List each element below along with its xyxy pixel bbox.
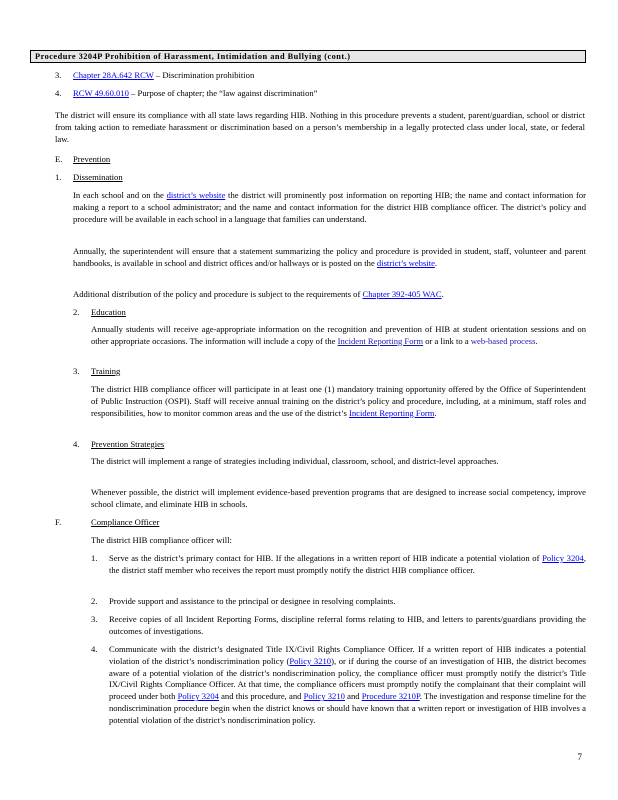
policy-3204-link[interactable]: Policy 3204 <box>177 691 219 702</box>
web-process-link[interactable]: web-based process <box>470 335 536 346</box>
policy-3210-link[interactable]: Policy 3210 <box>303 691 345 702</box>
dissemination-paragraph: Additional distribution of the policy and procedure is subject to the requirements of Chapter 392-405 WAC. <box>73 289 444 299</box>
compliance-item: Serve as the district’s primary contact for HIB. If the allegations in a written report of HIB indicate a potential violation of Policy 3204, the district staff member who receives the report must promptly notify the district HIB compliance officer. <box>109 553 586 575</box>
subsection-number: 4. <box>73 439 80 449</box>
section-title: Compliance Officer <box>91 517 160 527</box>
compliance-item: Communicate with the district’s designated Title IX/Civil Rights Compliance Officer. If a written report of HIB indicates a potential violation of the district’s nondiscrimination policy (Policy 3210), or if during the course of an investigation of HIB, the district becomes aware of a potential violation of the district’s nondiscrimination policy, the compliance officer must promptly notify the district’s Title IX/Civil Rights Compliance Officer. At that time, the compliance officers must promptly notify the complainant that their complaint will proceed under both Policy 3204 and this procedure, and Policy 3210 and Procedure 3210P. The investigation and response timeline for the nondiscrimination procedure begin when the district knows or should have known that a written report or investigation of HIB involves a potential violation of the district’s nondiscrimination policy. <box>109 644 586 725</box>
page-number: 7 <box>577 752 582 762</box>
compliance-item: Receive copies of all Incident Reporting Forms, discipline referral forms relating to HIB, and letters to parents/guardians providing the outcomes of investigations. <box>109 614 586 636</box>
dissemination-paragraph: In each school and on the district’s website the district will prominently post information on reporting HIB; the name and contact information for making a report to a school administrator; and the name and contact information for the district HIB compliance officer. The district’s policy and procedure will be available in each school in a language that families can understand. <box>73 190 587 224</box>
subsection-number: 1. <box>55 172 62 182</box>
strategies-paragraph: Whenever possible, the district will implement evidence-based prevention programs that are designed to increase social competency, improve school climate, and eliminate HIB in schools. <box>91 487 586 509</box>
section-number: F. <box>55 517 62 527</box>
district-website-link[interactable]: district’s website <box>166 190 226 200</box>
policy-3204-link[interactable]: Policy 3204 <box>542 553 584 563</box>
compliance-item: Provide support and assistance to the principal or designee in resolving complaints. <box>109 596 396 606</box>
section-number: E. <box>55 154 63 164</box>
item-number: 4. <box>91 644 98 654</box>
section-title: Prevention <box>73 154 111 164</box>
ref-text: – Discrimination prohibition <box>153 70 255 80</box>
subsection-number: 2. <box>73 307 80 317</box>
ref-line <box>73 70 254 82</box>
policy-3210-link[interactable]: Policy 3210 <box>289 655 332 666</box>
incident-form-link[interactable]: Incident Reporting Form <box>337 335 424 346</box>
education-paragraph: Annually students will receive age-appropriate information on the recognition and prevention of HIB at student orientation sessions and on other appropriate occasions. The information will include a copy of the Incident Reporting Form or a link to a web-based process. <box>91 324 586 346</box>
wac-link[interactable]: Chapter 392-405 WAC <box>362 289 442 299</box>
procedure-3210p-link[interactable]: Procedure 3210P <box>361 691 420 702</box>
incident-form-link[interactable]: Incident Reporting Form <box>349 407 435 418</box>
subsection-title: Education <box>91 307 126 317</box>
subsection-title: Prevention Strategies <box>91 439 165 449</box>
subsection-title: Dissemination <box>73 172 123 182</box>
subsection-title: Training <box>91 366 121 376</box>
item-number: 3. <box>91 614 98 624</box>
compliance-paragraph: The district will ensure its compliance with all state laws regarding HIB. Nothing in this procedure prevents a student, parent/guardian, school or district from taking action to remediate harassment or discrimination based on a person’s membership in a legally protected class under local, state, or federal law. <box>55 110 585 144</box>
item-number: 2. <box>91 596 98 606</box>
item-number: 1. <box>91 553 98 563</box>
ref-number: 4. <box>55 88 62 98</box>
dissemination-paragraph: Annually, the superintendent will ensure that a statement summarizing the policy and procedure is provided in student, staff, volunteer and parent handbooks, is available in school and district offices and/or hallways or is posted on the district’s website. <box>73 246 586 268</box>
training-paragraph: The district HIB compliance officer will participate in at least one (1) mandatory training opportunity offered by the Office of Superintendent of Public Instruction (OSPI). Staff will receive annual training on the district’s policy and procedure, including, at a minimum, staff roles and responsibilities, how to monitor common areas and the use of the district’s Incident Reporting Form. <box>91 384 586 418</box>
ref-text: – Purpose of chapter; the “law against discrimination” <box>128 88 318 98</box>
ref-line <box>73 88 317 100</box>
ref-link[interactable]: Chapter 28A.642 RCW <box>73 70 154 80</box>
compliance-intro: The district HIB compliance officer will: <box>91 535 232 545</box>
procedure-header: Procedure 3204P Prohibition of Harassment, Intimidation and Bullying (cont.) <box>30 50 586 63</box>
subsection-number: 3. <box>73 366 80 376</box>
ref-link[interactable]: RCW 49.60.010 <box>73 88 129 98</box>
ref-number: 3. <box>55 70 62 80</box>
strategies-paragraph: The district will implement a range of strategies including individual, classroom, school, and district-level approaches. <box>91 456 499 466</box>
district-website-link[interactable]: district’s website <box>376 257 435 268</box>
